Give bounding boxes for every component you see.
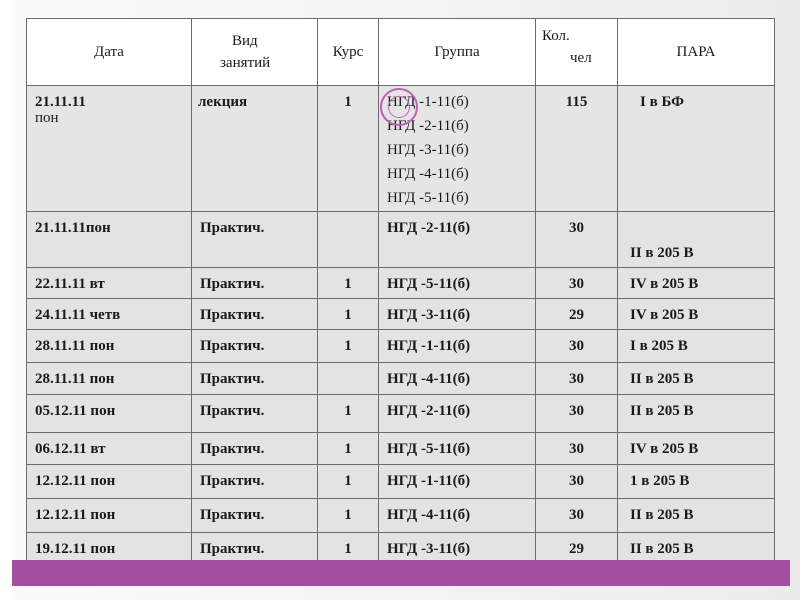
header-vid-line2: занятий	[220, 55, 271, 71]
cell-para: II в 205 В	[618, 212, 775, 268]
cell-group: НГД -5-11(б)	[379, 268, 536, 299]
cell-para: IV в 205 В	[618, 433, 775, 465]
cell-date: 05.12.11 пон	[27, 395, 192, 433]
cell-kol: 30	[536, 268, 618, 299]
cell-group: НГД -3-11(б)	[379, 533, 536, 565]
cell-date: 21.11.11пон	[27, 212, 192, 268]
group-line: НГД -5-11(б)	[387, 190, 469, 206]
cell-date: 06.12.11 вт	[27, 433, 192, 465]
cell-course: 1	[318, 86, 379, 212]
group-line: НГД -2-11(б)	[387, 118, 469, 134]
cell-para: II в 205 В	[618, 363, 775, 395]
cell-course: 1	[318, 330, 379, 363]
circle-annotation-icon	[380, 88, 418, 126]
cell-kol: 30	[536, 465, 618, 499]
cell-kol: 30	[536, 212, 618, 268]
cell-vid: Практич.	[192, 465, 318, 499]
cell-kol: 30	[536, 499, 618, 533]
header-date: Дата	[27, 19, 192, 86]
table-row	[27, 268, 775, 299]
day-text: пон	[35, 110, 59, 126]
cell-vid: Практич.	[192, 212, 318, 268]
cell-course	[318, 363, 379, 395]
cell-group: НГД -2-11(б)	[379, 212, 536, 268]
cell-date: 19.12.11 пон	[27, 533, 192, 565]
cell-date: 24.11.11 четв	[27, 299, 192, 330]
table-row	[27, 465, 775, 499]
cell-date: 22.11.11 вт	[27, 268, 192, 299]
cell-vid: Практич.	[192, 533, 318, 565]
cell-kol: 29	[536, 533, 618, 565]
cell-group: НГД -4-11(б)	[379, 499, 536, 533]
cell-para: I в БФ	[618, 86, 775, 212]
cell-vid: Практич.	[192, 330, 318, 363]
cell-course: 1	[318, 433, 379, 465]
header-kol-line2: чел	[570, 50, 592, 66]
table-row	[27, 433, 775, 465]
cell-vid: Практич.	[192, 433, 318, 465]
header-course: Курс	[318, 19, 379, 86]
cell-kol: 30	[536, 363, 618, 395]
cell-date: 28.11.11 пон	[27, 363, 192, 395]
group-line: НГД -4-11(б)	[387, 166, 469, 182]
slide-footer-bar	[12, 560, 790, 586]
cell-group: НГД -2-11(б)	[379, 395, 536, 433]
cell-course: 1	[318, 299, 379, 330]
cell-date: 12.12.11 пон	[27, 499, 192, 533]
cell-course: 1	[318, 465, 379, 499]
cell-date: 12.12.11 пон	[27, 465, 192, 499]
cell-vid: лекция	[192, 86, 318, 212]
group-line: НГД -3-11(б)	[387, 142, 469, 158]
cell-para: II в 205 В	[618, 499, 775, 533]
header-vid	[192, 19, 318, 86]
cell-group: НГД -3-11(б)	[379, 299, 536, 330]
cell-group: НГД -4-11(б)	[379, 363, 536, 395]
table-row	[27, 395, 775, 433]
cell-vid: Практич.	[192, 268, 318, 299]
cell-course: 1	[318, 268, 379, 299]
cell-course	[318, 212, 379, 268]
header-row	[27, 19, 775, 86]
cell-kol: 115	[536, 86, 618, 212]
cell-para: IV в 205 В	[618, 268, 775, 299]
cell-para: II в 205 В	[618, 395, 775, 433]
cell-para: IV в 205 В	[618, 299, 775, 330]
cell-para: I в 205 В	[618, 330, 775, 363]
cell-course: 1	[318, 499, 379, 533]
cell-group: НГД -5-11(б)	[379, 433, 536, 465]
header-kol	[536, 19, 618, 86]
cell-date: 28.11.11 пон	[27, 330, 192, 363]
table-row	[27, 499, 775, 533]
cell-para: II в 205 В	[618, 533, 775, 565]
date-text: 21.11.11	[35, 94, 86, 110]
header-kol-line1: Кол.	[542, 28, 570, 44]
cell-kol: 30	[536, 330, 618, 363]
table-row	[27, 299, 775, 330]
cell-group: НГД -1-11(б)	[379, 330, 536, 363]
cell-kol: 30	[536, 433, 618, 465]
cell-vid: Практич.	[192, 299, 318, 330]
cell-vid: Практич.	[192, 499, 318, 533]
header-vid-line1: Вид	[232, 33, 258, 49]
cell-kol: 29	[536, 299, 618, 330]
group-line: НГД -1-11(б)	[387, 94, 469, 110]
table-row	[27, 212, 775, 268]
cell-para: 1 в 205 В	[618, 465, 775, 499]
cell-course: 1	[318, 395, 379, 433]
table-row	[27, 330, 775, 363]
cell-date	[27, 86, 192, 212]
cell-group: НГД -1-11(б)	[379, 465, 536, 499]
header-para: ПАРА	[618, 19, 775, 86]
table-row	[27, 363, 775, 395]
header-group: Группа	[379, 19, 536, 86]
cell-vid: Практич.	[192, 395, 318, 433]
cell-kol: 30	[536, 395, 618, 433]
cell-vid: Практич.	[192, 363, 318, 395]
cell-course: 1	[318, 533, 379, 565]
